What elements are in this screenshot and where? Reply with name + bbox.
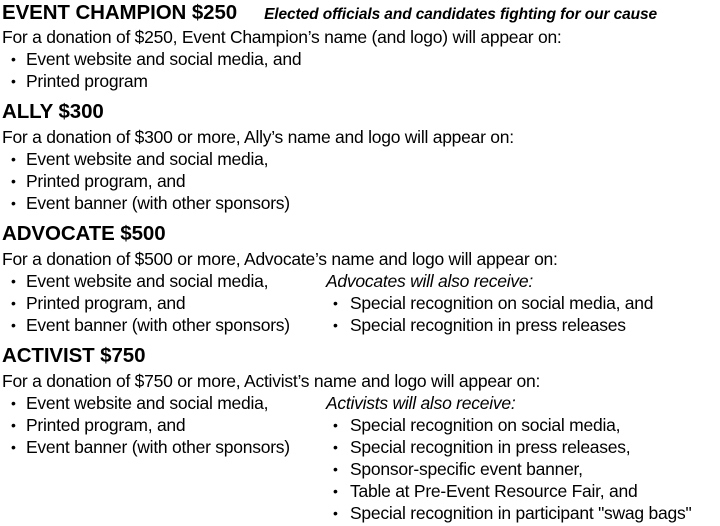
list-item: • Printed program, and [2, 292, 315, 314]
tier-advocate-extra-heading: Advocates will also receive: [326, 271, 533, 291]
tier-ally-header [2, 99, 718, 126]
tier-activist-left-column [2, 392, 315, 458]
list-item: • Special recognition on social media, [315, 414, 718, 436]
tier-activist-extra-heading: Activists will also receive: [326, 393, 516, 413]
tier-event-champion-intro: For a donation of $250, Event Champion’s name (and logo) will appear on: [2, 27, 562, 47]
tier-activist-intro: For a donation of $750 or more, Activist’s name and logo will appear on: [2, 371, 541, 391]
tier-ally-intro: For a donation of $300 or more, Ally’s name and logo will appear on: [2, 127, 514, 147]
tier-activist-benefits [2, 392, 315, 458]
list-item: • Event website and social media, and [2, 48, 718, 70]
tier-event-champion-header [2, 0, 718, 26]
tier-advocate-right-column [315, 270, 718, 336]
list-item: • Special recognition on social media, and [315, 292, 718, 314]
list-item: • Event website and social media, [2, 148, 718, 170]
list-item: • Special recognition in participant "swag bags" [315, 502, 718, 524]
list-item: • Event banner (with other sponsors) [2, 192, 718, 214]
tier-activist [2, 343, 718, 524]
tier-advocate-left-column [2, 270, 315, 336]
list-item: • Printed program [2, 70, 718, 92]
list-item: • Event website and social media, [2, 270, 315, 292]
list-item: • Table at Pre-Event Resource Fair, and [315, 480, 718, 502]
tier-event-champion-benefits [2, 48, 718, 92]
tier-advocate-extra-benefits [315, 292, 718, 336]
tier-event-champion [2, 0, 718, 92]
tier-ally-title: ALLY $300 [2, 100, 104, 123]
tier-advocate-title: ADVOCATE $500 [2, 222, 166, 245]
list-item: • Event banner (with other sponsors) [2, 314, 315, 336]
tier-activist-header [2, 343, 718, 370]
list-item: • Event website and social media, [2, 392, 315, 414]
tier-activist-right-column [315, 392, 718, 524]
tier-activist-extra-benefits [315, 414, 718, 524]
list-item: • Event banner (with other sponsors) [2, 436, 315, 458]
tier-event-champion-title: EVENT CHAMPION $250 [2, 1, 238, 24]
tier-event-champion-tagline: Elected officials and candidates fighting for our cause [264, 6, 658, 23]
tier-ally [2, 99, 718, 214]
list-item: • Special recognition in press releases [315, 314, 718, 336]
list-item: • Special recognition in press releases, [315, 436, 718, 458]
tier-advocate-intro: For a donation of $500 or more, Advocate’s name and logo will appear on: [2, 249, 558, 269]
tier-advocate [2, 221, 718, 336]
tier-ally-benefits [2, 148, 718, 214]
tier-advocate-columns [2, 270, 718, 336]
tier-activist-title: ACTIVIST $750 [2, 344, 146, 367]
list-item: • Printed program, and [2, 170, 718, 192]
list-item: • Printed program, and [2, 414, 315, 436]
tier-advocate-benefits [2, 270, 315, 336]
tier-advocate-header [2, 221, 718, 248]
list-item: • Sponsor-specific event banner, [315, 458, 718, 480]
tier-activist-columns [2, 392, 718, 524]
